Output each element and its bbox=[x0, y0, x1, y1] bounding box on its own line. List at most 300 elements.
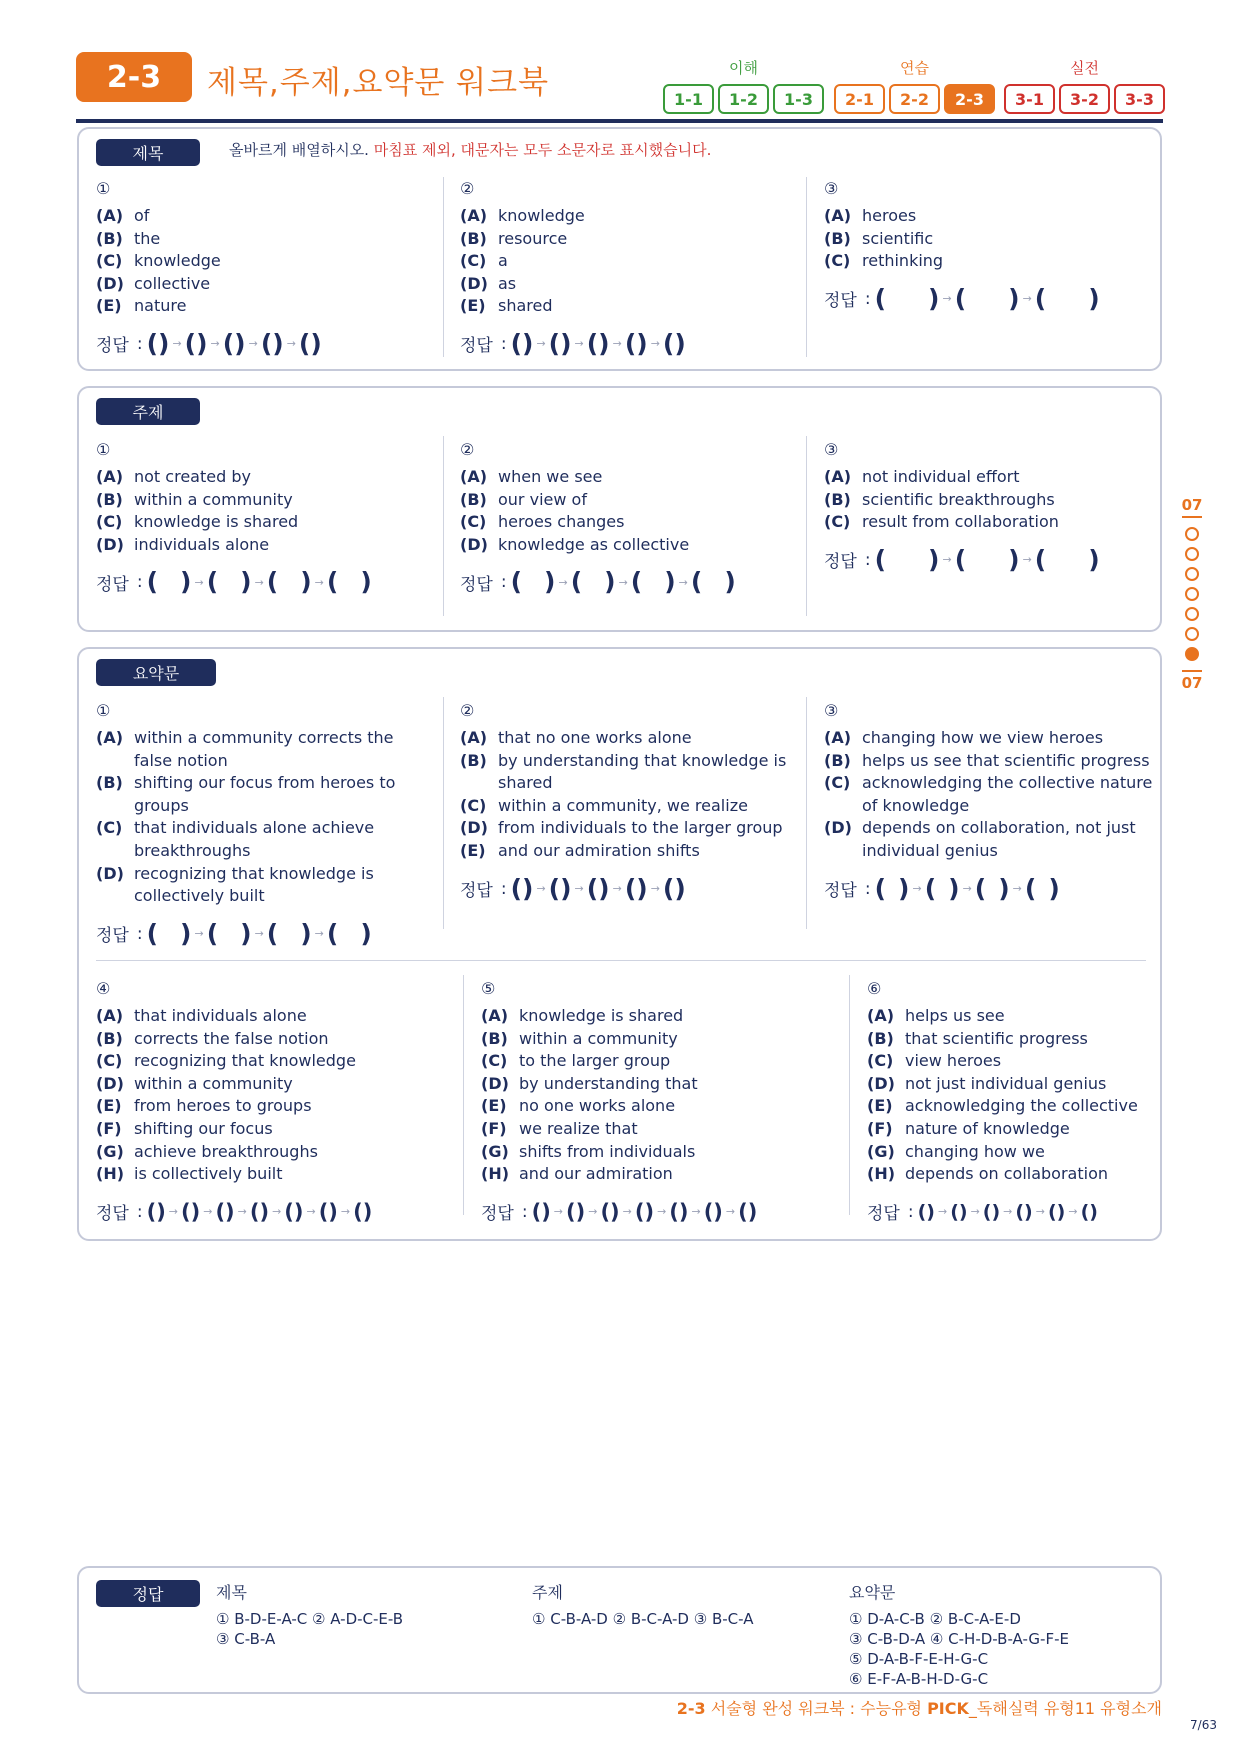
answer-blank: () bbox=[982, 1200, 1001, 1223]
list-item: (C) within a community, we realize bbox=[460, 795, 748, 815]
answer-blank: () bbox=[624, 873, 648, 903]
arrow-icon: → bbox=[1022, 553, 1032, 567]
answer-label: 정답 bbox=[460, 574, 493, 595]
list-item: (C) acknowledging the collective nature of knowledge bbox=[824, 773, 1153, 815]
nav-pill-1-2[interactable]: 1-2 bbox=[718, 84, 769, 114]
question-number: ⑥ bbox=[867, 979, 882, 998]
question-number: ① bbox=[96, 701, 111, 720]
list-item: (C) to the larger group bbox=[481, 1051, 671, 1071]
arrow-icon: → bbox=[612, 337, 622, 351]
title-question-2 bbox=[460, 179, 795, 358]
title-question-1 bbox=[96, 179, 431, 358]
nav-group-label: 연습 bbox=[900, 59, 929, 77]
answer-label: 정답 bbox=[96, 926, 129, 947]
arrow-icon: → bbox=[194, 575, 204, 589]
title-section bbox=[77, 127, 1162, 371]
list-item: (E) shared bbox=[460, 296, 553, 316]
arrow-icon: → bbox=[194, 927, 204, 941]
header-divider bbox=[76, 119, 1163, 123]
arrow-icon: → bbox=[657, 1205, 667, 1219]
answer-blank: ) bbox=[360, 918, 372, 948]
answer-blank: () bbox=[669, 1199, 689, 1224]
list-item: (F) nature of knowledge bbox=[867, 1118, 1070, 1138]
answer-blank: ) bbox=[1088, 544, 1100, 574]
answer-key-line: ⑥ E-F-A-B-H-D-G-C bbox=[849, 1670, 989, 1688]
arrow-icon: → bbox=[248, 337, 258, 351]
section-tag-topic: 주제 bbox=[96, 398, 200, 425]
list-item: (C) rethinking bbox=[824, 251, 944, 271]
question-number: ② bbox=[460, 179, 475, 198]
progress-bar-bottom bbox=[1182, 670, 1202, 672]
answer-blank: () bbox=[215, 1199, 235, 1224]
footer-brand: PICK bbox=[927, 1699, 969, 1718]
list-item: (A) heroes bbox=[824, 206, 917, 225]
progress-indicator bbox=[1177, 496, 1207, 692]
nav-pill-2-1[interactable]: 2-1 bbox=[834, 84, 885, 114]
question-number: ③ bbox=[824, 179, 839, 198]
section-tag-answer: 정답 bbox=[96, 1580, 200, 1607]
arrow-icon: → bbox=[678, 575, 688, 589]
answer-key-label: 제목 bbox=[216, 1583, 247, 1602]
question-number: ③ bbox=[824, 440, 839, 459]
list-item: (B) resource bbox=[460, 228, 568, 248]
list-item: (B) scientific breakthroughs bbox=[824, 489, 1055, 509]
answer-blank: () bbox=[260, 328, 284, 358]
list-item: (B) that scientific progress bbox=[867, 1028, 1088, 1048]
footer-text: 서술형 완성 워크북 : 수능유형 bbox=[705, 1699, 928, 1718]
answer-blank: ( bbox=[974, 873, 987, 903]
list-item: (D) within a community bbox=[96, 1073, 293, 1093]
nav-group-real bbox=[1004, 57, 1165, 114]
answer-blank: () bbox=[703, 1199, 723, 1224]
instruction-note: 마침표 제외, 대문자는 모두 소문자로 표시했습니다. bbox=[368, 141, 712, 159]
list-item: (D) from individuals to the larger group bbox=[460, 818, 783, 838]
answer-blank: ) bbox=[240, 567, 252, 597]
summary-question-1 bbox=[96, 701, 431, 948]
nav-group-label: 실전 bbox=[1070, 59, 1099, 77]
answer-key-line: ③ C-B-D-A ④ C-H-D-B-A-G-F-E bbox=[849, 1630, 1069, 1648]
arrow-icon: → bbox=[588, 1205, 598, 1219]
list-item: (C) knowledge bbox=[96, 251, 221, 271]
column-divider bbox=[443, 697, 444, 929]
answer-blank: ( bbox=[874, 873, 887, 903]
answer-blank: ( bbox=[266, 567, 279, 597]
page-title: 제목,주제,요약문 워크북 bbox=[207, 65, 550, 101]
answer-blank: ( bbox=[954, 283, 967, 313]
answer-blank: () bbox=[662, 873, 686, 903]
answer-blank: ( bbox=[326, 918, 339, 948]
arrow-icon: → bbox=[286, 337, 296, 351]
answer-blank: ( bbox=[266, 918, 279, 948]
question-number: ② bbox=[460, 701, 475, 720]
arrow-icon: → bbox=[618, 575, 628, 589]
progress-dot bbox=[1185, 607, 1199, 621]
list-item: (B) the bbox=[96, 228, 161, 248]
nav-pill-3-2[interactable]: 3-2 bbox=[1059, 84, 1110, 114]
answer-row[interactable]: 정답 : () → () → () → () → () → () bbox=[867, 1198, 1152, 1226]
list-item: (F) we realize that bbox=[481, 1118, 638, 1138]
answer-blank: ) bbox=[544, 567, 556, 597]
answer-blank: ( bbox=[146, 918, 159, 948]
list-item: (H) is collectively built bbox=[96, 1164, 283, 1184]
answer-blank: ( bbox=[690, 567, 703, 597]
answer-blank: ) bbox=[998, 873, 1010, 903]
question-number: ① bbox=[96, 440, 111, 459]
arrow-icon: → bbox=[574, 337, 584, 351]
answer-blank: () bbox=[917, 1200, 935, 1223]
list-item: (C) knowledge is shared bbox=[96, 512, 299, 532]
summary-section bbox=[77, 647, 1162, 1241]
answer-blank: () bbox=[548, 328, 572, 358]
arrow-icon: → bbox=[650, 337, 660, 351]
list-item: (D) individuals alone bbox=[96, 534, 270, 554]
answer-blank: () bbox=[1047, 1200, 1066, 1223]
title-question-3 bbox=[824, 179, 1154, 313]
column-divider bbox=[463, 975, 464, 1215]
list-item: (D) as bbox=[460, 273, 517, 293]
list-item: (C) recognizing that knowledge bbox=[96, 1051, 356, 1071]
arrow-icon: → bbox=[962, 882, 972, 896]
list-item: (G) changing how we bbox=[867, 1141, 1045, 1161]
summary-question-3 bbox=[824, 701, 1154, 903]
answer-blank: () bbox=[586, 873, 610, 903]
answer-key-line: ① D-A-C-B ② B-C-A-E-D bbox=[849, 1610, 1021, 1628]
answer-blank: () bbox=[1015, 1200, 1033, 1223]
list-item: (C) a bbox=[460, 251, 508, 271]
answer-blank: ( bbox=[510, 567, 523, 597]
nav-group-label: 이해 bbox=[729, 59, 758, 77]
list-item: (B) within a community bbox=[96, 489, 293, 509]
answer-key-label: 요약문 bbox=[849, 1583, 896, 1602]
nav-pill-1-1[interactable]: 1-1 bbox=[663, 84, 714, 114]
arrow-icon: → bbox=[612, 882, 622, 896]
list-item: (G) shifts from individuals bbox=[481, 1141, 696, 1161]
list-item: (B) our view of bbox=[460, 489, 587, 509]
list-item: (F) shifting our focus bbox=[96, 1118, 273, 1138]
arrow-icon: → bbox=[558, 575, 568, 589]
column-divider bbox=[806, 177, 807, 357]
answer-blank: ( bbox=[326, 567, 339, 597]
answer-blank: ) bbox=[300, 918, 312, 948]
list-item: (B) shifting our focus from heroes to groups bbox=[96, 773, 396, 815]
answer-blank: () bbox=[566, 1199, 586, 1224]
arrow-icon: → bbox=[725, 1205, 736, 1219]
answer-blank: () bbox=[738, 1199, 758, 1224]
answer-blank: () bbox=[634, 1199, 655, 1224]
arrow-icon: → bbox=[254, 927, 264, 941]
answer-blank: ( bbox=[874, 283, 887, 313]
answer-row[interactable]: 정답 : () → () → () → () → () → () → () bbox=[481, 1199, 758, 1225]
arrow-icon: → bbox=[937, 1205, 948, 1219]
arrow-icon: → bbox=[272, 1205, 282, 1219]
answer-blank: ( bbox=[1034, 283, 1047, 313]
list-item: (D) not just individual genius bbox=[867, 1073, 1107, 1093]
column-divider bbox=[806, 436, 807, 616]
summary-question-2 bbox=[460, 701, 795, 903]
answer-blank: () bbox=[181, 1199, 201, 1224]
answer-key-summary bbox=[849, 1580, 1149, 1689]
arrow-icon: → bbox=[691, 1205, 701, 1219]
progress-dot bbox=[1185, 587, 1199, 601]
answer-row[interactable]: 정답 : ( ) → ( ) → ( ) bbox=[824, 283, 1100, 313]
question-number: ③ bbox=[824, 701, 839, 720]
arrow-icon: → bbox=[1003, 1205, 1013, 1219]
answer-blank: ( bbox=[570, 567, 583, 597]
list-item: (D) collective bbox=[96, 273, 211, 293]
arrow-icon: → bbox=[1068, 1205, 1078, 1219]
list-item: (E) nature bbox=[96, 296, 187, 316]
answer-label: 정답 bbox=[824, 552, 857, 573]
arrow-icon: → bbox=[553, 1205, 564, 1219]
page-number: 7/63 bbox=[1190, 1718, 1217, 1732]
arrow-icon: → bbox=[306, 1205, 316, 1219]
list-item: (A) of bbox=[96, 206, 150, 225]
answer-row[interactable]: 정답 : ( ) → ( ) → ( ) → ( ) bbox=[96, 918, 372, 948]
answer-blank: () bbox=[284, 1199, 304, 1224]
section-tag-title: 제목 bbox=[96, 139, 200, 166]
list-item: (E) from heroes to groups bbox=[96, 1096, 312, 1116]
answer-label: 정답 bbox=[867, 1204, 900, 1225]
answer-blank: () bbox=[950, 1200, 968, 1223]
topic-question-1 bbox=[96, 440, 431, 596]
list-item: (E) no one works alone bbox=[481, 1096, 676, 1116]
list-item: (C) that individuals alone achieve breakthroughs bbox=[96, 818, 375, 860]
progress-bar-top bbox=[1182, 516, 1202, 518]
answer-blank: () bbox=[548, 873, 572, 903]
instruction-main: 올바르게 배열하시오. bbox=[229, 141, 369, 159]
list-item: (E) acknowledging the collective bbox=[867, 1096, 1138, 1116]
arrow-icon: → bbox=[1022, 292, 1032, 306]
answer-blank: ) bbox=[300, 567, 312, 597]
list-item: (A) knowledge is shared bbox=[481, 1006, 684, 1025]
topic-question-2 bbox=[460, 440, 795, 596]
question-number: ④ bbox=[96, 979, 111, 998]
answer-label: 정답 bbox=[824, 291, 857, 312]
answer-blank: ) bbox=[898, 873, 910, 903]
answer-row[interactable]: 정답 : ( ) → ( ) → ( ) → ( ) bbox=[460, 567, 736, 597]
arrow-icon: → bbox=[210, 337, 220, 351]
arrow-icon: → bbox=[237, 1205, 247, 1219]
answer-blank: () bbox=[1080, 1200, 1098, 1223]
unit-badge: 2-3 bbox=[76, 52, 192, 102]
answer-blank: ) bbox=[180, 567, 192, 597]
list-item: (C) result from collaboration bbox=[824, 512, 1059, 532]
answer-blank: () bbox=[249, 1199, 270, 1224]
progress-dot-active bbox=[1185, 647, 1199, 661]
progress-total: 07 bbox=[1181, 674, 1203, 692]
answer-label: 정답 bbox=[460, 336, 493, 357]
answer-blank: () bbox=[146, 328, 170, 358]
list-item: (B) helps us see that scientific progress bbox=[824, 750, 1150, 770]
answer-label: 정답 bbox=[96, 574, 129, 595]
answer-row[interactable]: 정답 : ( ) → ( ) → ( ) → ( ) bbox=[96, 567, 372, 597]
question-number: ⑤ bbox=[481, 979, 496, 998]
answer-blank: ( bbox=[146, 567, 159, 597]
answer-key-line: ① C-B-A-D ② B-C-A-D ③ B-C-A bbox=[532, 1610, 754, 1628]
list-item: (D) by understanding that bbox=[481, 1073, 698, 1093]
answer-blank: () bbox=[510, 328, 534, 358]
row-divider bbox=[96, 960, 1146, 961]
list-item: (C) view heroes bbox=[867, 1051, 1002, 1071]
column-divider bbox=[806, 697, 807, 929]
list-item: (E) and our admiration shifts bbox=[460, 840, 700, 860]
answer-blank: () bbox=[624, 328, 648, 358]
topic-section bbox=[77, 386, 1162, 632]
footer-caption bbox=[677, 1696, 1162, 1719]
arrow-icon: → bbox=[168, 1205, 179, 1219]
answer-key-section bbox=[77, 1566, 1162, 1694]
footer-unit: 2-3 bbox=[676, 1699, 706, 1718]
list-item: (H) and our admiration bbox=[481, 1164, 673, 1184]
answer-key-line: ③ C-B-A bbox=[216, 1630, 276, 1648]
answer-row[interactable]: 정답 : ( ) → ( ) → ( ) bbox=[824, 544, 1100, 574]
progress-dot bbox=[1185, 547, 1199, 561]
answer-blank: () bbox=[353, 1199, 373, 1224]
list-item: (B) corrects the false notion bbox=[96, 1028, 329, 1048]
list-item: (A) not individual effort bbox=[824, 467, 1020, 486]
answer-label: 정답 bbox=[460, 881, 493, 902]
progress-dot bbox=[1185, 627, 1199, 641]
nav-pill-3-1[interactable]: 3-1 bbox=[1004, 84, 1055, 114]
summary-question-6 bbox=[867, 979, 1152, 1226]
nav-pill-2-3[interactable]: 2-3 bbox=[944, 84, 995, 114]
footer-suffix: _독해실력 유형11 유형소개 bbox=[968, 1699, 1162, 1718]
summary-question-4 bbox=[96, 979, 451, 1226]
answer-blank: () bbox=[298, 328, 322, 358]
answer-blank: ) bbox=[928, 544, 940, 574]
answer-key-label: 주제 bbox=[532, 1583, 563, 1602]
progress-dot bbox=[1185, 527, 1199, 541]
answer-blank: ( bbox=[924, 873, 937, 903]
list-item: (B) by understanding that knowledge is shared bbox=[460, 750, 787, 793]
arrow-icon: → bbox=[912, 882, 922, 896]
nav-pill-1-3[interactable]: 1-3 bbox=[773, 84, 824, 114]
arrow-icon: → bbox=[340, 1205, 351, 1219]
column-divider bbox=[443, 177, 444, 357]
arrow-icon: → bbox=[970, 1205, 980, 1219]
arrow-icon: → bbox=[1012, 882, 1022, 896]
progress-current: 07 bbox=[1181, 496, 1203, 514]
section-tag-summary: 요약문 bbox=[96, 659, 216, 686]
summary-question-5 bbox=[481, 979, 839, 1226]
nav-pill-3-3[interactable]: 3-3 bbox=[1114, 84, 1165, 114]
arrow-icon: → bbox=[254, 575, 264, 589]
arrow-icon: → bbox=[650, 882, 660, 896]
list-item: (A) helps us see bbox=[867, 1006, 1005, 1025]
list-item: (A) within a community corrects the false notion bbox=[96, 728, 394, 770]
list-item: (G) achieve breakthroughs bbox=[96, 1141, 318, 1161]
answer-blank: () bbox=[662, 328, 686, 358]
list-item: (A) when we see bbox=[460, 467, 603, 486]
list-item: (A) that individuals alone bbox=[96, 1006, 307, 1025]
list-item: (H) depends on collaboration bbox=[867, 1164, 1108, 1184]
nav-pill-2-2[interactable]: 2-2 bbox=[889, 84, 940, 114]
list-item: (D) recognizing that knowledge is collectively built bbox=[96, 863, 374, 906]
column-divider bbox=[849, 975, 850, 1215]
answer-blank: () bbox=[531, 1199, 551, 1224]
arrow-icon: → bbox=[1035, 1205, 1045, 1219]
answer-blank: () bbox=[600, 1199, 620, 1224]
answer-label: 정답 bbox=[481, 1204, 514, 1225]
list-item: (D) depends on collaboration, not just individual genius bbox=[824, 818, 1136, 860]
answer-row[interactable]: 정답 : () → () → () → () → () bbox=[460, 873, 686, 903]
answer-blank: ) bbox=[948, 873, 960, 903]
column-divider bbox=[443, 436, 444, 616]
arrow-icon: → bbox=[942, 292, 952, 306]
answer-label: 정답 bbox=[96, 1204, 129, 1225]
answer-blank: () bbox=[222, 328, 246, 358]
answer-blank: ) bbox=[664, 567, 676, 597]
list-item: (A) that no one works alone bbox=[460, 728, 692, 747]
answer-blank: ) bbox=[1008, 544, 1020, 574]
answer-blank: ) bbox=[240, 918, 252, 948]
answer-blank: ( bbox=[206, 567, 219, 597]
arrow-icon: → bbox=[622, 1205, 632, 1219]
answer-blank: ) bbox=[928, 283, 940, 313]
arrow-icon: → bbox=[203, 1205, 213, 1219]
arrow-icon: → bbox=[536, 337, 546, 351]
list-item: (A) changing how we view heroes bbox=[824, 728, 1104, 747]
instruction bbox=[229, 139, 711, 160]
topic-question-3 bbox=[824, 440, 1154, 574]
answer-blank: () bbox=[510, 873, 534, 903]
answer-blank: ( bbox=[874, 544, 887, 574]
answer-row[interactable]: 정답 : () → () → () → () → () bbox=[96, 328, 322, 358]
arrow-icon: → bbox=[172, 337, 182, 351]
list-item: (C) heroes changes bbox=[460, 512, 625, 532]
nav-group-understand bbox=[663, 57, 824, 114]
answer-key-topic bbox=[532, 1580, 832, 1629]
list-item: (A) not created by bbox=[96, 467, 251, 486]
answer-blank: ) bbox=[1008, 283, 1020, 313]
list-item: (B) scientific bbox=[824, 228, 934, 248]
arrow-icon: → bbox=[314, 575, 324, 589]
nav-group-practice bbox=[834, 57, 995, 114]
answer-blank: ) bbox=[360, 567, 372, 597]
answer-blank: ( bbox=[1024, 873, 1037, 903]
arrow-icon: → bbox=[536, 882, 546, 896]
progress-dot bbox=[1185, 567, 1199, 581]
answer-blank: ) bbox=[180, 918, 192, 948]
answer-blank: ( bbox=[206, 918, 219, 948]
answer-blank: ( bbox=[954, 544, 967, 574]
answer-blank: () bbox=[146, 1199, 166, 1224]
list-item: (B) within a community bbox=[481, 1028, 678, 1048]
answer-blank: () bbox=[318, 1199, 338, 1224]
answer-blank: ) bbox=[1088, 283, 1100, 313]
answer-blank: ( bbox=[1034, 544, 1047, 574]
answer-row[interactable]: 정답 : () → () → () → () → () → () → () bbox=[96, 1199, 373, 1225]
answer-key-title bbox=[216, 1580, 516, 1649]
arrow-icon: → bbox=[574, 882, 584, 896]
list-item: (D) knowledge as collective bbox=[460, 534, 690, 554]
answer-blank: () bbox=[184, 328, 208, 358]
answer-key-line: ① B-D-E-A-C ② A-D-C-E-B bbox=[216, 1610, 404, 1628]
answer-blank: ) bbox=[724, 567, 736, 597]
answer-blank: ) bbox=[1048, 873, 1060, 903]
answer-label: 정답 bbox=[96, 336, 129, 357]
answer-label: 정답 bbox=[824, 881, 857, 902]
answer-blank: () bbox=[586, 328, 610, 358]
answer-blank: ) bbox=[604, 567, 616, 597]
arrow-icon: → bbox=[314, 927, 324, 941]
answer-key-line: ⑤ D-A-B-F-E-H-G-C bbox=[849, 1650, 989, 1668]
arrow-icon: → bbox=[942, 553, 952, 567]
list-item: (A) knowledge bbox=[460, 206, 585, 225]
answer-row[interactable]: 정답 : ( ) → ( ) → ( ) → ( ) bbox=[824, 873, 1060, 903]
question-number: ① bbox=[96, 179, 111, 198]
answer-row[interactable]: 정답 : () → () → () → () → () bbox=[460, 328, 686, 358]
